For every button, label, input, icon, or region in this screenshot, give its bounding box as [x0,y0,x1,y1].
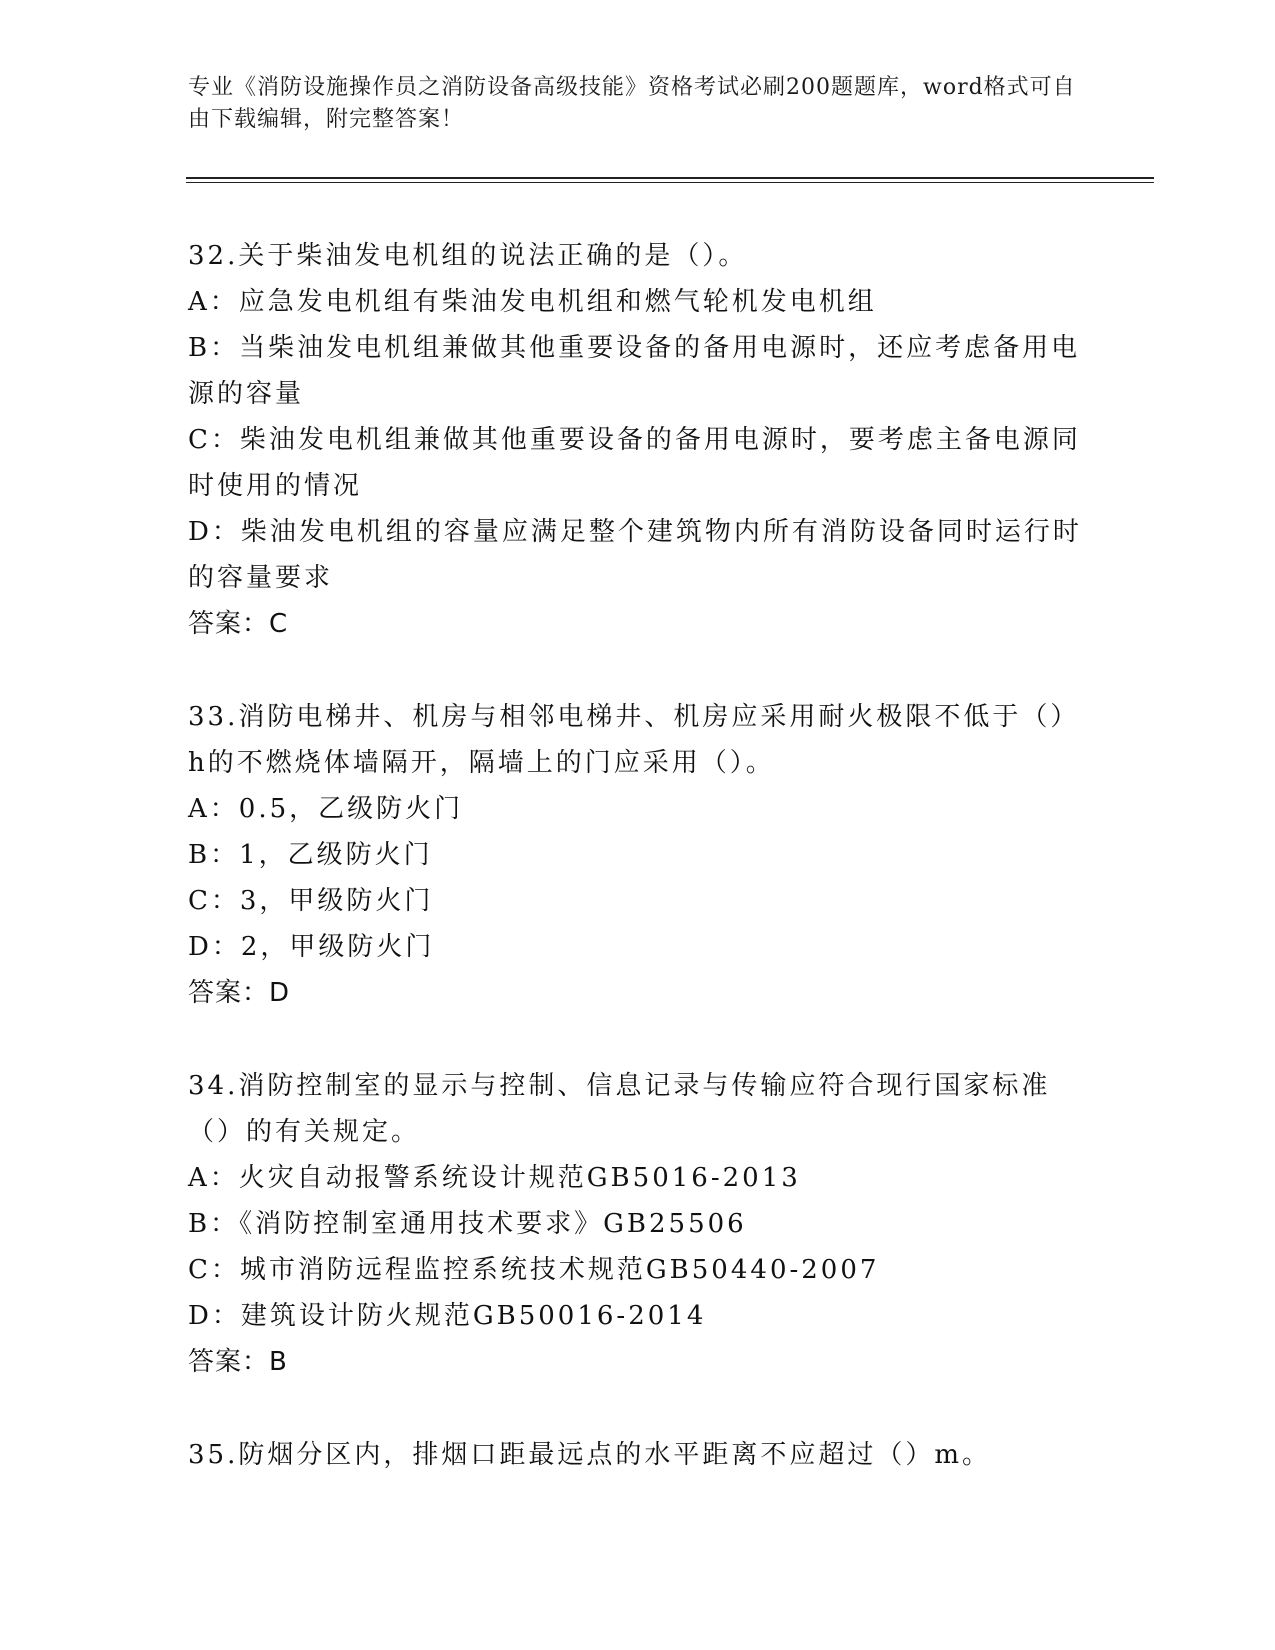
option-d: D：2，甲级防火门 [188,932,435,962]
option-a: A：应急发电机组有柴油发电机组和燃气轮机发电机组 [188,287,877,317]
option-a: A：0.5，乙级防火门 [188,794,464,824]
option-a: A：火灾自动报警系统设计规范GB5016-2013 [188,1163,801,1193]
option-c: C：3，甲级防火门 [188,886,434,916]
answer-label: 答案：B [188,1347,288,1377]
question-stem: 34.消防控制室的显示与控制、信息记录与传输应符合现行国家标准（）的有关规定。 [188,1071,1051,1147]
option-c: C：城市消防远程监控系统技术规范GB50440-2007 [188,1255,880,1285]
question-32 [188,233,1088,647]
option-d: D：建筑设计防火规范GB50016-2014 [188,1301,707,1331]
question-34 [188,1063,1088,1385]
question-stem: 33.消防电梯井、机房与相邻电梯井、机房应采用耐火极限不低于（）h的不燃烧体墙隔开，隔墙上的门应采用（）。 [188,702,1080,778]
option-b: B：当柴油发电机组兼做其他重要设备的备用电源时，还应考虑备用电源的容量 [188,333,1081,409]
question-stem: 35.防烟分区内，排烟口距最远点的水平距离不应超过（）m。 [188,1440,992,1470]
question-33 [188,694,1088,1016]
answer-label: 答案：C [188,609,289,639]
question-list [188,233,1088,1525]
question-stem: 32.关于柴油发电机组的说法正确的是（）。 [188,241,748,271]
option-d: D：柴油发电机组的容量应满足整个建筑物内所有消防设备同时运行时的容量要求 [188,517,1082,593]
option-b: B：1，乙级防火门 [188,840,433,870]
option-b: B：《消防控制室通用技术要求》GB25506 [188,1209,747,1239]
document-header: 专业《消防设施操作员之消防设备高级技能》资格考试必刷200题题库，word格式可自由下载编辑，附完整答案！ [188,75,1076,132]
header-rule-thin [186,182,1154,183]
option-c: C：柴油发电机组兼做其他重要设备的备用电源时，要考虑主备电源同时使用的情况 [188,425,1081,501]
header-rule-thick [186,177,1154,179]
answer-label: 答案：D [188,978,291,1008]
question-35 [188,1432,1088,1478]
